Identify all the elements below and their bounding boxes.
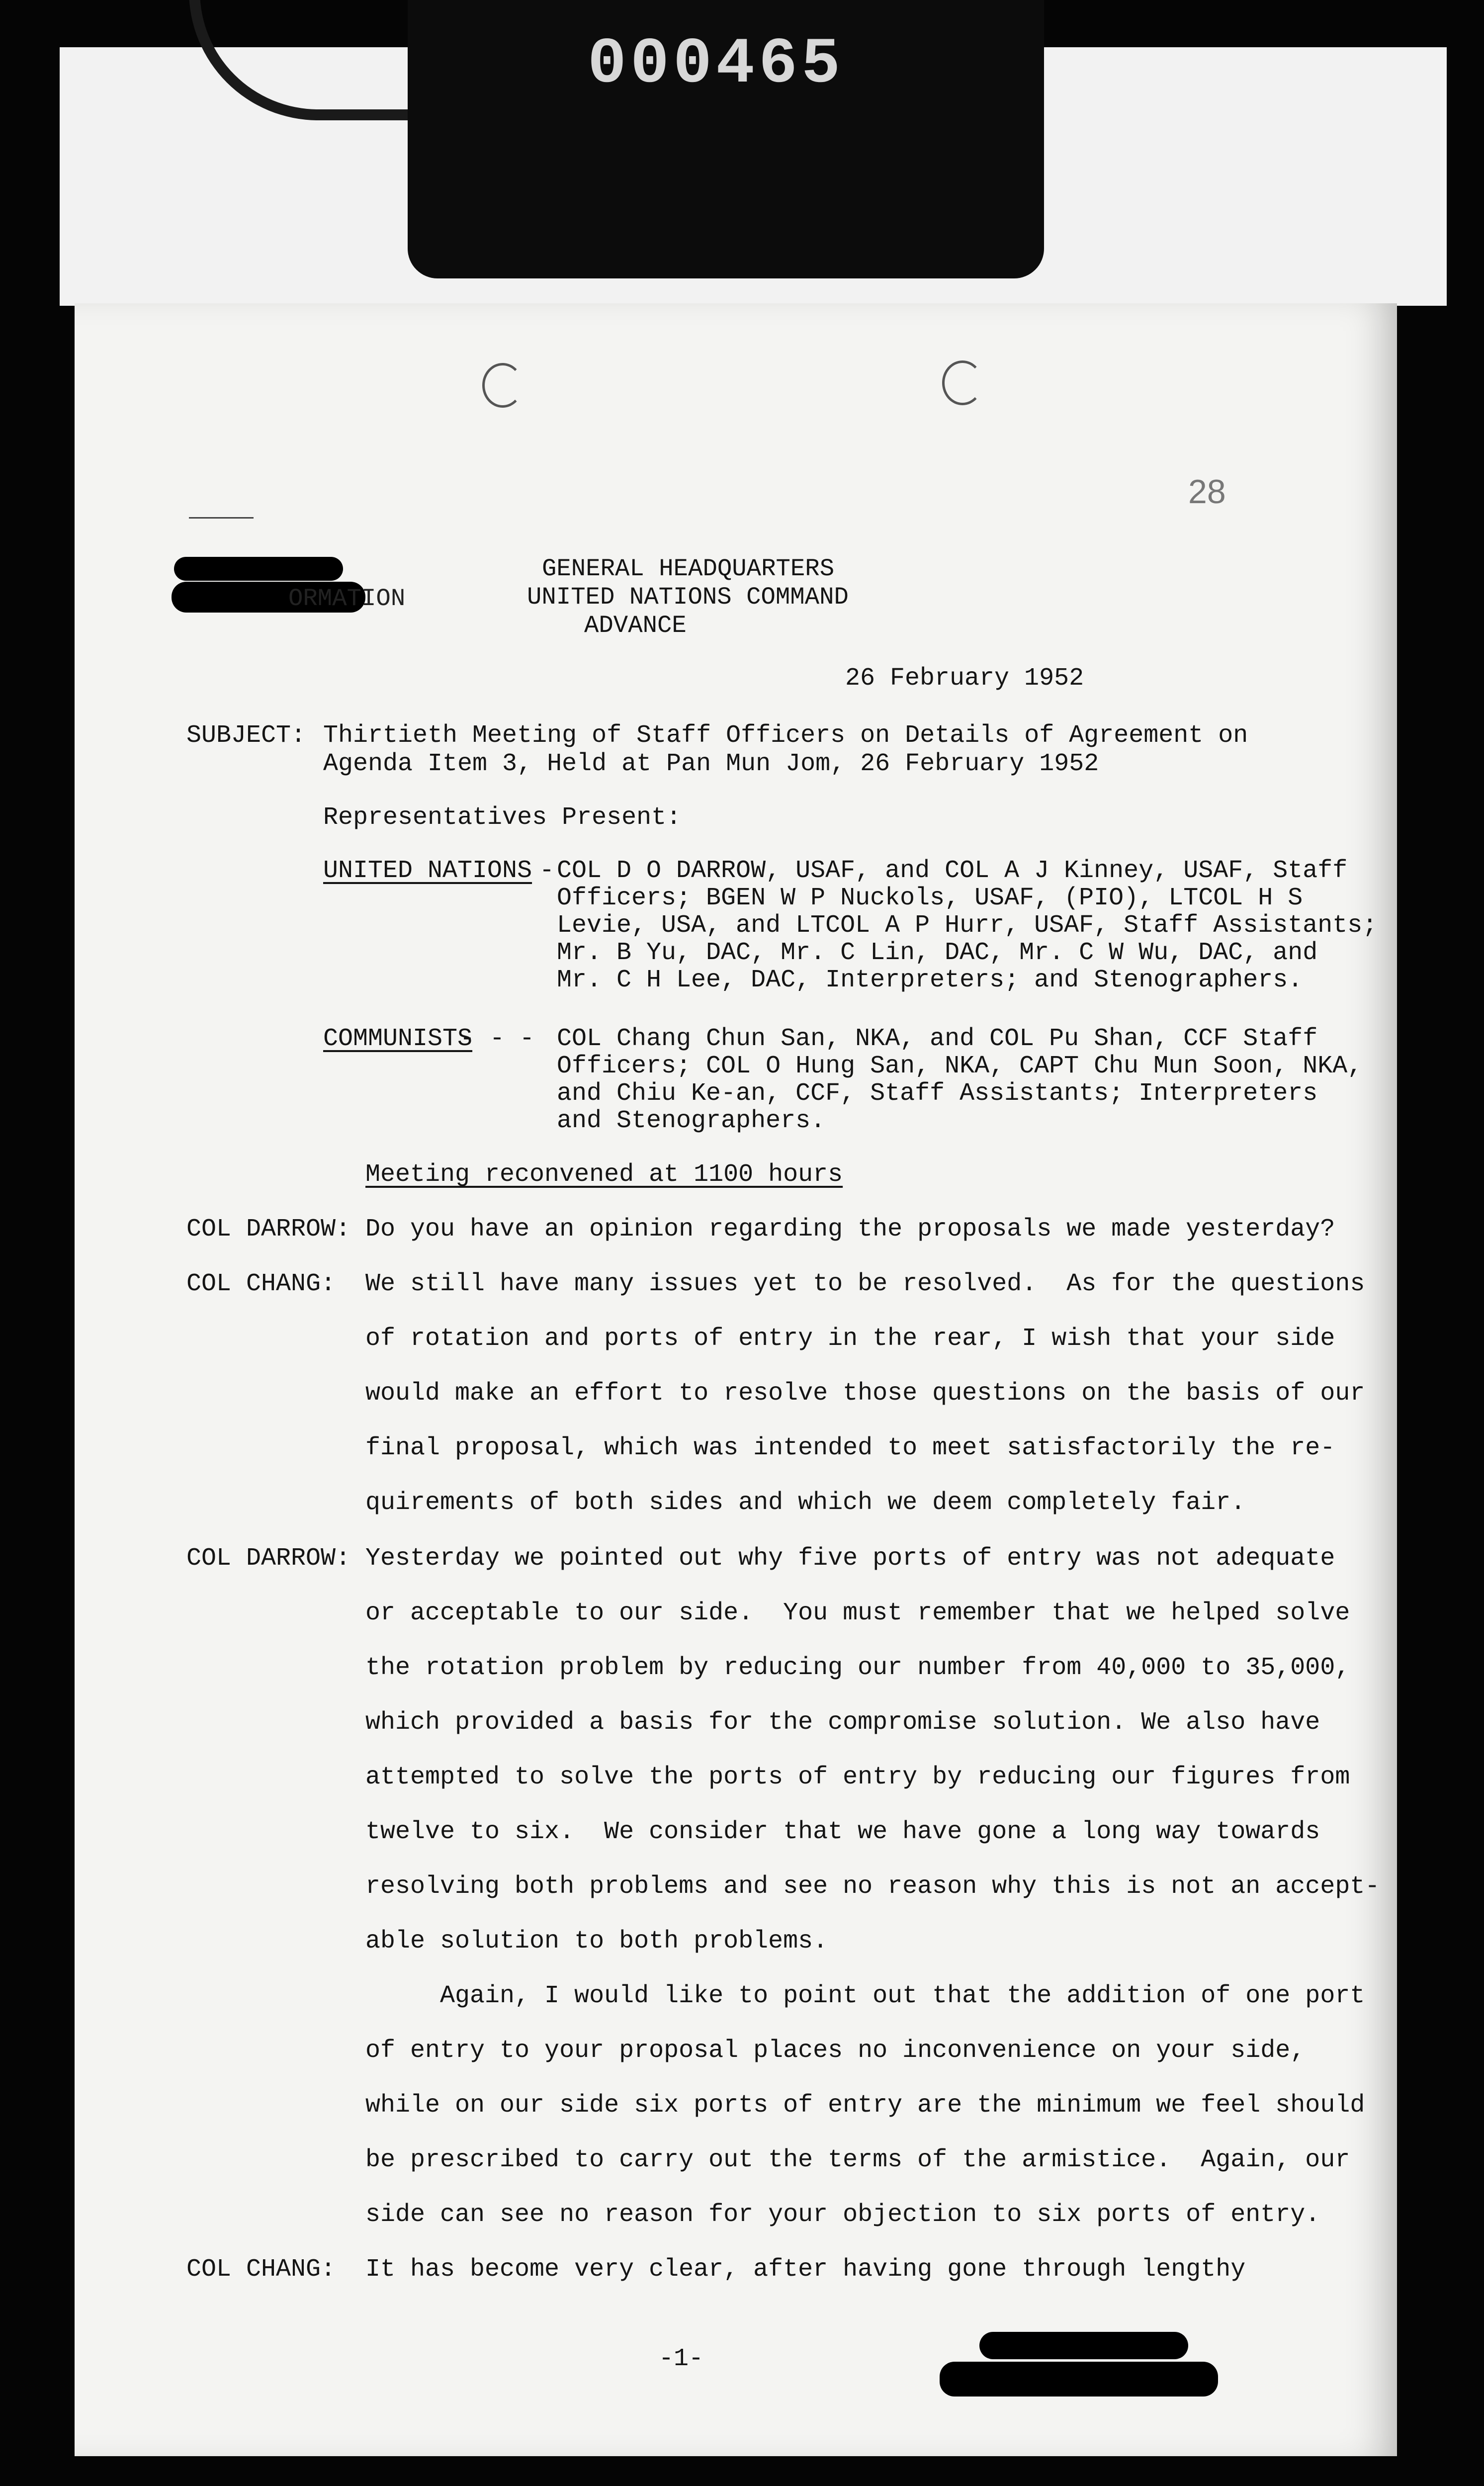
speaker-label: COL CHANG: — [186, 1270, 336, 1298]
communists-line: Officers; COL O Hung San, NKA, CAPT Chu Mun Soon, NKA, — [557, 1052, 1363, 1080]
speaker-label: COL CHANG: — [186, 2255, 336, 2284]
punch-hole-right — [942, 360, 983, 405]
dialogue-line: of entry to your proposal places no inconvenience on your side, — [365, 2037, 1306, 2065]
communists-line: and Stenographers. — [557, 1107, 826, 1135]
subject-line-1: Thirtieth Meeting of Staff Officers on Details of Agreement on — [323, 721, 1248, 750]
pencil-mark — [189, 517, 254, 519]
dialogue-line: Yesterday we pointed out why five ports of entry was not adequate — [365, 1544, 1335, 1573]
punch-hole-left — [482, 363, 523, 408]
un-line: Levie, USA, and LTCOL A P Hurr, USAF, Staff Assistants; — [557, 911, 1378, 940]
page-annotation: 28 — [1188, 473, 1226, 511]
speaker-label: COL DARROW: — [186, 1544, 351, 1573]
hq-line-1: GENERAL HEADQUARTERS — [542, 555, 835, 583]
un-line: COL D O DARROW, USAF, and COL A J Kinney, USAF, Staff — [557, 857, 1348, 885]
dialogue-line: able solution to both problems. — [365, 1927, 828, 1955]
subject-label: SUBJECT: — [186, 721, 306, 750]
un-line: Officers; BGEN W P Nuckols, USAF, (PIO), LTCOL H S — [557, 884, 1303, 912]
dialogue-line: We still have many issues yet to be resolved. As for the questions — [365, 1270, 1365, 1298]
page-footer-number: -1- — [659, 2345, 704, 2373]
dialogue-line: would make an effort to resolve those questions on the basis of our — [365, 1379, 1365, 1408]
dialogue-line: twelve to six. We consider that we have gone a long way towards — [365, 1818, 1320, 1846]
hq-line-3: ADVANCE — [584, 612, 687, 639]
representatives-label: Representatives Present: — [323, 803, 682, 832]
dialogue-line: the rotation problem by reducing our number from 40,000 to 35,000, — [365, 1654, 1350, 1682]
dialogue-line: Again, I would like to point out that the addition of one port — [365, 1982, 1365, 2010]
dialogue-line: while on our side six ports of entry are the minimum we feel should — [365, 2091, 1365, 2120]
speaker-label: COL DARROW: — [186, 1215, 351, 1243]
communists-label: COMMUNISTS — [323, 1025, 473, 1053]
reconvened-heading: Meeting reconvened at 1100 hours — [365, 1160, 843, 1189]
dialogue-line: It has become very clear, after having gone through lengthy — [365, 2255, 1246, 2284]
dialogue-line: side can see no reason for your objection to six ports of entry. — [365, 2201, 1320, 2229]
communists-line: COL Chang Chun San, NKA, and COL Pu Shan, CCF Staff — [557, 1025, 1318, 1053]
dialogue-line: be prescribed to carry out the terms of the armistice. Again, our — [365, 2146, 1350, 2174]
un-line: Mr. B Yu, DAC, Mr. C Lin, DAC, Mr. C W Wu, DAC, and — [557, 939, 1318, 967]
dialogue-line: resolving both problems and see no reason why this is not an accept- — [365, 1872, 1380, 1901]
dialogue-line: or acceptable to our side. You must remember that we helped solve — [365, 1599, 1350, 1627]
document-page — [75, 303, 1397, 2456]
redaction-bar — [979, 2332, 1188, 2359]
dialogue-line: quirements of both sides and which we deem completely fair. — [365, 1489, 1246, 1517]
document-date: 26 February 1952 — [845, 664, 1084, 693]
un-line: Mr. C H Lee, DAC, Interpreters; and Stenographers. — [557, 966, 1303, 994]
communists-dash: - - - — [460, 1025, 535, 1053]
dialogue-line: final proposal, which was intended to meet satisfactorily the re- — [365, 1434, 1335, 1462]
frame-counter: 000465 — [587, 28, 845, 101]
communists-line: and Chiu Ke-an, CCF, Staff Assistants; Interpreters — [557, 1079, 1318, 1108]
un-dash: - — [539, 857, 555, 885]
dialogue-line: attempted to solve the ports of entry by reducing our figures from — [365, 1763, 1350, 1791]
redaction-bar — [174, 557, 343, 581]
dialogue-line: of rotation and ports of entry in the rear, I wish that your side — [365, 1325, 1335, 1353]
dialogue-line: Do you have an opinion regarding the proposals we made yesterday? — [365, 1215, 1335, 1243]
un-label: UNITED NATIONS — [323, 857, 532, 885]
classification-marking: ORMATION — [288, 585, 406, 613]
subject-line-2: Agenda Item 3, Held at Pan Mun Jom, 26 February 1952 — [323, 750, 1099, 778]
dialogue-line: which provided a basis for the compromise solution. We also have — [365, 1708, 1320, 1737]
redaction-bar — [940, 2362, 1218, 2397]
hq-line-2: UNITED NATIONS COMMAND — [527, 583, 849, 611]
